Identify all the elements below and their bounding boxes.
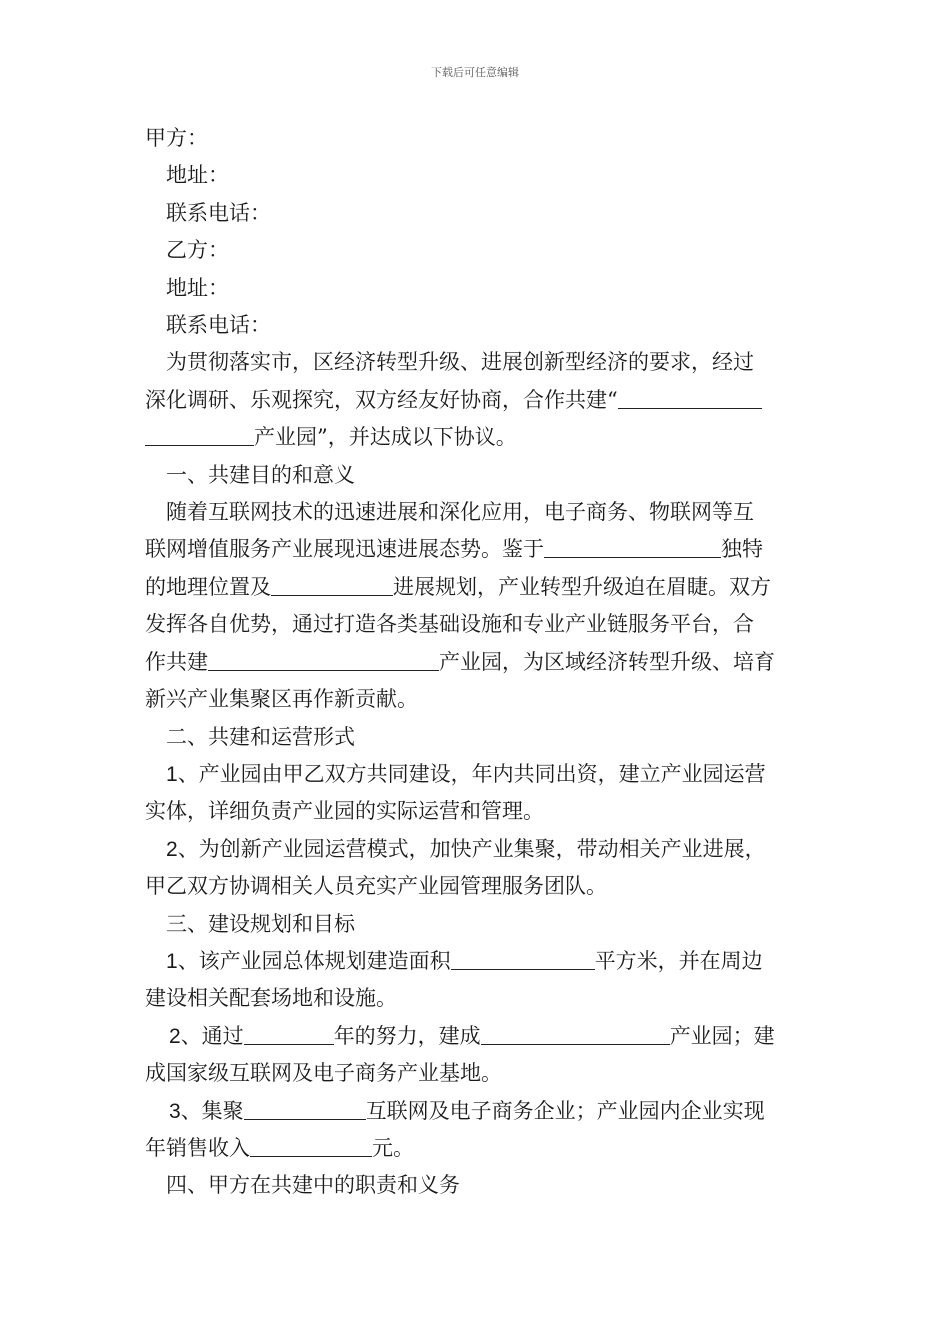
- s3-item-1-text-a: 、该产业园总体规划建造面积: [177, 948, 451, 973]
- location-blank: [544, 539, 721, 558]
- s2-item-2-text: 、为创新产业园运营模式，加快产业集聚，带动相关产业进展，: [177, 836, 766, 861]
- s1-line-4: 发挥各自优势，通过打造各类基础设施和专业产业链服务平台，合: [145, 612, 754, 637]
- s3-item-3-line-2: [145, 1130, 807, 1167]
- plan-blank: [271, 577, 393, 596]
- s2-item-1-line-2: 实体，详细负责产业园的实际运营和管理。: [145, 799, 544, 824]
- s3-item-2-text-a: 、通过: [180, 1023, 244, 1048]
- s1-text-3a: 的地理位置及: [145, 574, 271, 599]
- party-a-label: 甲方：: [145, 126, 208, 150]
- s3-item-3-text-b: 互联网及电子商务企业；产业园内企业实现: [365, 1098, 765, 1123]
- section-2-title: 二、共建和运营形式: [166, 724, 355, 749]
- s1-text-2a: 联网增值服务产业展现迅速进展态势。鉴于: [145, 537, 544, 562]
- s3-item-1-number: 1: [166, 949, 178, 973]
- s3-item-1-line-2: 建设相关配套场地和设施。: [145, 986, 397, 1011]
- s3-item-1-line-1: [145, 943, 807, 980]
- co-build-blank: [208, 652, 439, 671]
- enterprise-count-blank: [244, 1101, 366, 1120]
- s3-item-2-number: 2: [169, 1024, 181, 1048]
- s3-item-2-line-2: 成国家级互联网及电子商务产业基地。: [145, 1061, 502, 1086]
- section-4-title: 四、甲方在共建中的职责和义务: [166, 1173, 460, 1198]
- s1-text-5a: 作共建: [145, 649, 208, 674]
- s2-item-1-line-1: [145, 756, 807, 793]
- s2-item-1-number: 1: [166, 762, 178, 786]
- park-name-blank-cont: [145, 427, 254, 446]
- document-body: [145, 120, 807, 1205]
- area-blank: [451, 951, 595, 970]
- years-blank: [244, 1026, 334, 1045]
- s3-item-2-line-1: [145, 1018, 807, 1055]
- s2-item-2-number: 2: [166, 837, 178, 861]
- s1-line-3: [145, 569, 807, 606]
- s1-line-1: 随着互联网技术的迅速进展和深化应用，电子商务、物联网等互: [166, 500, 754, 525]
- s3-item-3-number: 3: [169, 1099, 181, 1123]
- party-b-label: 乙方：: [166, 238, 229, 263]
- intro-line-1: 为贯彻落实市，区经济转型升级、进展创新型经济的要求，经过: [166, 350, 754, 375]
- s3-item-2-text-c: 产业园；建: [669, 1023, 775, 1048]
- intro-text-2: 深化调研、乐观探究，双方经友好协商，合作共建“: [145, 387, 618, 412]
- party-b-address: 地址：: [166, 275, 229, 300]
- s2-item-1-text: 、产业园由甲乙双方共同建设，年内共同出资，建立产业园运营: [177, 761, 766, 786]
- section-3-title: 三、建设规划和目标: [166, 911, 355, 936]
- s3-item-3-text-2b: 元。: [372, 1135, 414, 1160]
- s1-text-3b: 进展规划，产业转型升级迫在眉睫。双方: [393, 574, 771, 599]
- s3-item-3-text-2a: 年销售收入: [145, 1135, 250, 1160]
- intro-text-3: 产业园”，并达成以下协议。: [254, 425, 517, 450]
- s1-text-5b: 产业园，为区域经济转型升级、培育: [439, 649, 775, 674]
- intro-line-2: [145, 382, 807, 419]
- s1-line-5: [145, 644, 807, 681]
- park-target-blank: [481, 1026, 670, 1045]
- intro-line-3: [145, 419, 807, 456]
- s1-line-2: [145, 531, 807, 568]
- s1-text-2b: 独特: [721, 537, 763, 562]
- page-header: 下载后可任意编辑: [431, 66, 519, 79]
- party-a-address: 地址：: [166, 163, 229, 188]
- s2-item-2-line-1: [145, 831, 807, 868]
- revenue-blank: [250, 1138, 372, 1157]
- s3-item-2-text-b: 年的努力，建成: [333, 1023, 481, 1048]
- s3-item-1-text-b: 平方米，并在周边: [594, 948, 763, 973]
- party-b-phone: 联系电话：: [166, 313, 271, 338]
- park-name-blank: [618, 390, 762, 409]
- party-a-phone: 联系电话：: [166, 200, 271, 225]
- section-1-title: 一、共建目的和意义: [166, 462, 355, 487]
- s2-item-2-line-2: 甲乙双方协调相关人员充实产业园管理服务团队。: [145, 874, 607, 899]
- s1-line-6: 新兴产业集聚区再作新贡献。: [145, 687, 418, 712]
- s3-item-3-text-a: 、集聚: [180, 1098, 244, 1123]
- s3-item-3-line-1: [145, 1093, 807, 1130]
